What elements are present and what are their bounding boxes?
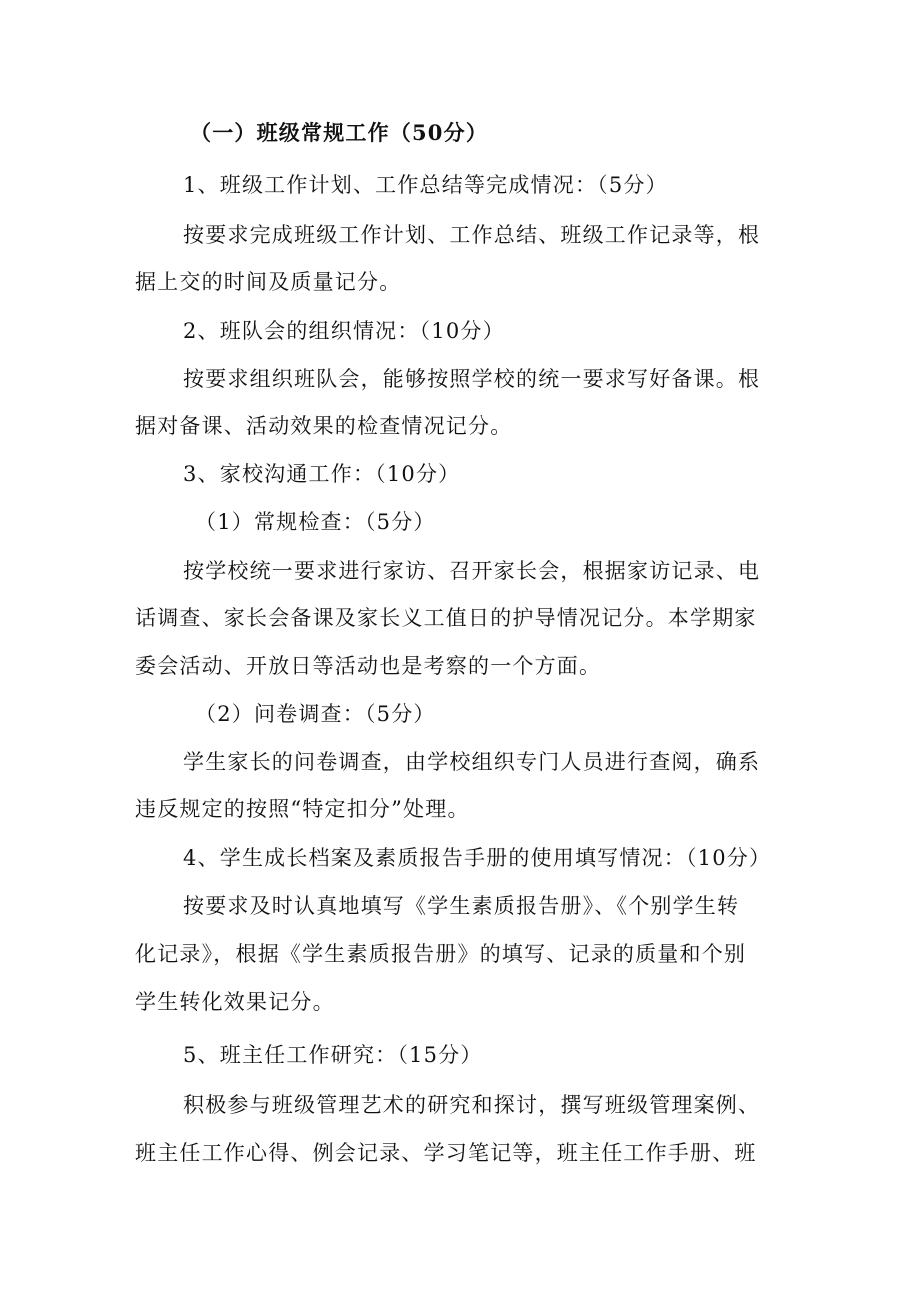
- item-heading-5: 5、班主任工作研究：（15分）: [183, 1043, 483, 1067]
- paragraph-line: 班主任工作心得、例会记录、学习笔记等，班主任工作手册、班: [135, 1141, 757, 1165]
- item-heading-4: 4、学生成长档案及素质报告手册的使用填写情况：（10分）: [183, 846, 772, 870]
- paragraph-line: 学生转化效果记分。: [135, 990, 335, 1014]
- paragraph-line: 积极参与班级管理艺术的研究和探讨，撰写班级管理案例、: [183, 1093, 761, 1117]
- subitem-heading-1: （1）常规检查：（5分）: [195, 510, 436, 534]
- subitem-heading-2: （2）问卷调查：（5分）: [195, 702, 436, 726]
- paragraph-line: 据对备课、活动效果的检查情况记分。: [135, 414, 513, 438]
- section-heading: （一）班级常规工作（50分）: [190, 120, 489, 145]
- paragraph-line: 按要求完成班级工作计划、工作总结、班级工作记录等，根: [183, 223, 761, 247]
- item-heading-3: 3、家校沟通工作：（10分）: [183, 462, 461, 486]
- paragraph-line: 委会活动、开放日等活动也是考察的一个方面。: [135, 654, 602, 678]
- paragraph-line: 话调查、家长会备课及家长义工值日的护导情况记分。本学期家: [135, 606, 757, 630]
- paragraph-line: 按要求组织班队会，能够按照学校的统一要求写好备课。根: [183, 367, 761, 391]
- item-heading-2: 2、班队会的组织情况：（10分）: [183, 319, 505, 343]
- paragraph-line: 按学校统一要求进行家访、召开家长会，根据家访记录、电: [183, 559, 761, 583]
- paragraph-line: 据上交的时间及质量记分。: [135, 270, 402, 294]
- paragraph-line: 学生家长的问卷调查，由学校组织专门人员进行查阅，确系: [183, 750, 761, 774]
- item-heading-1: 1、班级工作计划、工作总结等完成情况：（5分）: [183, 173, 668, 197]
- paragraph-line: 化记录》，根据《学生素质报告册》的填写、记录的质量和个别: [135, 942, 747, 966]
- paragraph-line: 违反规定的按照“特定扣分”处理。: [135, 797, 470, 821]
- paragraph-line: 按要求及时认真地填写《学生素质报告册》、《个别学生转: [183, 894, 740, 918]
